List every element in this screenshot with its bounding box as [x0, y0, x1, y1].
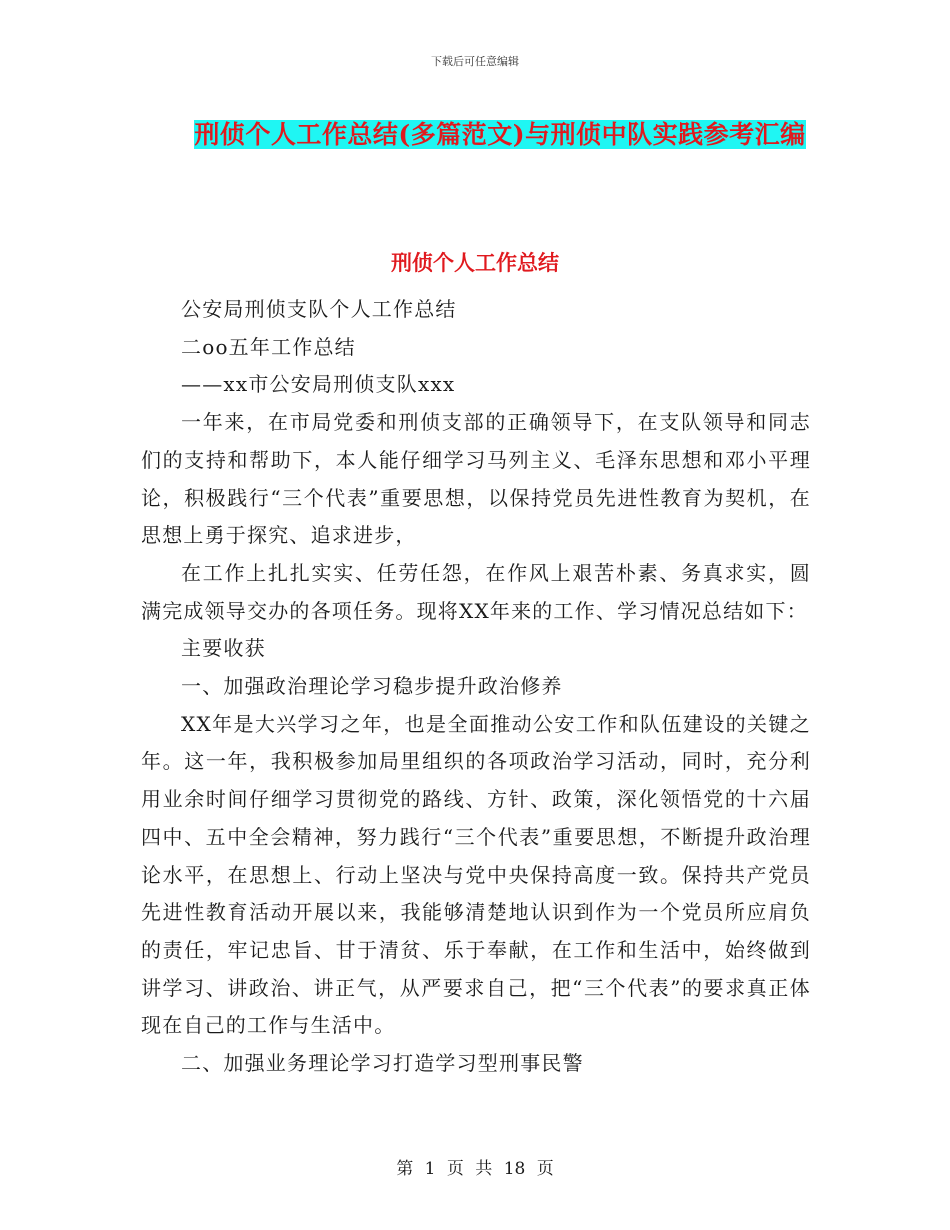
paragraph: 二oo五年工作总结 — [181, 334, 356, 359]
paragraph: 一年来，在市局党委和刑侦支部的正确领导下，在支队领导和同志们的支持和帮助下，本人能仔细学习马列主义、毛泽东思想和邓小平理论，积极践行“三个代表”重要思想，以保持党员先进性教育为契机，在思想上勇于探究、追求进步， — [141, 410, 811, 548]
section-title: 刑侦个人工作总结 — [391, 250, 559, 275]
paragraph: 主要收获 — [181, 636, 266, 661]
document-body — [141, 291, 811, 1083]
page-footer: 第 1 页 共 18 页 — [396, 1159, 554, 1179]
document-title — [190, 113, 810, 157]
document-title-text: 刑侦个人工作总结(多篇范文)与刑侦中队实践参考汇编 — [194, 120, 806, 149]
paragraph: ——xx市公安局刑侦支队xxx — [181, 372, 456, 397]
paragraph: 一、加强政治理论学习稳步提升政治修养 — [181, 674, 563, 699]
page-header: 下载后可任意编辑 — [431, 55, 519, 68]
paragraph: XX年是大兴学习之年，也是全面推动公安工作和队伍建设的关键之年。这一年，我积极参加局里组织的各项政治学习活动，同时，充分利用业余时间仔细学习贯彻党的路线、方针、政策，深化领悟党的十六届四中、五中全会精神，努力践行“三个代表”重要思想，不断提升政治理论水平，在思想上、行动上坚决与党中央保持高度一致。保持共产党员先进性教育活动开展以来，我能够清楚地认识到作为一个党员所应肩负的责任，牢记忠旨、甘于清贫、乐于奉献，在工作和生活中，始终做到讲学习、讲政治、讲正气，从严要求自己，把“三个代表”的要求真正体现在自己的工作与生活中。 — [141, 711, 811, 1038]
paragraph: 二、加强业务理论学习打造学习型刑事民警 — [181, 1051, 584, 1076]
paragraph: 在工作上扎扎实实、任劳任怨，在作风上艰苦朴素、务真求实，圆满完成领导交办的各项任务。现将XX年来的工作、学习情况总结如下： — [141, 560, 811, 623]
paragraph: 公安局刑侦支队个人工作总结 — [181, 297, 457, 321]
